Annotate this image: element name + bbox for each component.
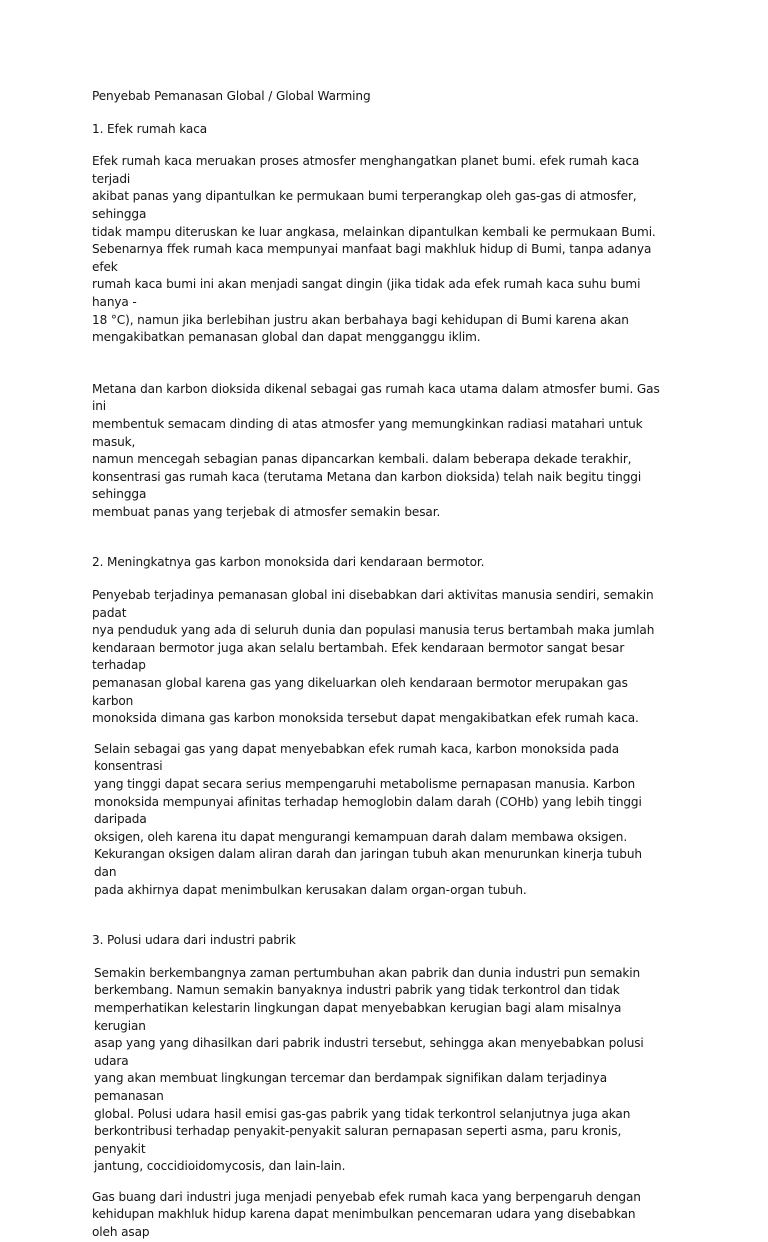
section-2-paragraph-1: Penyebab terjadinya pemanasan global ini disebabkan dari aktivitas manusia sendiri, semakin padat nya penduduk yang ada di seluruh dunia dan populasi manusia terus bertambah maka jumlah kendaraan bermotor juga akan selalu bertambah. Efek kendaraan bermotor sangat besar terhadap pemanasan global karena gas yang dikeluarkan oleh kendaraan bermotor merupakan gas karbon monoksida dimana gas karbon monoksida tersebut dapat mengakibatkan efek rumah kaca.: [92, 588, 655, 726]
section-1-heading: 1. Efek rumah kaca: [92, 121, 208, 136]
section-3-paragraph-2: Gas buang dari industri juga menjadi penyebab efek rumah kaca yang berpengaruh dengan kehidupan makhluk hidup karena dapat menimbulkan pencemaran udara yang disebabkan oleh asap: [92, 1189, 641, 1240]
section-3-paragraph-1: Semakin berkembangnya zaman pertumbuhan akan pabrik dan dunia industri pun semakin berkembang. Namun semakin banyaknya industri pabrik yang tidak terkontrol dan tidak memperhatikan kelestarin lingkungan dapat menyebabkan kerugian bagi alam misalnya kerugian asap yang yang dihasilkan dari pabrik industri tersebut, sehingga akan menyebabkan polusi udara yang akan membuat lingkungan tercemar dan berdampak signifikan dalam terjadinya pemanasan global. Polusi udara hasil emisi gas-gas pabrik yang tidak terkontrol selanjutnya juga akan berkontribusi terhadap penyakit-penyakit saluran pernapasan seperti asma, paru kronis, penyakit jantung, coccidioidomycosis, dan lain-lain.: [94, 965, 644, 1174]
section-2-paragraph-2: Selain sebagai gas yang dapat menyebabkan efek rumah kaca, karbon monoksida pada konsentrasi yang tinggi dapat secara serius mempengaruhi metabolisme pernapasan manusia. Karbon monoksida mempunyai afinitas terhadap hemoglobin dalam darah (COHb) yang lebih tinggi daripada oksigen, oleh karena itu dapat mengurangi kemampuan darah dalam membawa oksigen. Kekurangan oksigen dalam aliran darah dan jaringan tubuh akan menurunkan kinerja tubuh dan pada akhirnya dapat menimbulkan kerusakan dalam organ-organ tubuh.: [94, 741, 642, 897]
document-title: Penyebab Pemanasan Global / Global Warming: [92, 89, 371, 103]
section-1-paragraph-1: Efek rumah kaca meruakan proses atmosfer menghangatkan planet bumi. efek rumah kaca terjadi akibat panas yang dipantulkan ke permukaan bumi terperangkap oleh gas-gas di atmosfer, sehingga tidak mampu diteruskan ke luar angkasa, melainkan dipantulkan kembali ke permukaan Bumi. Sebenarnya ffek rumah kaca mempunyai manfaat bagi makhluk hidup di Bumi, tanpa adanya efek rumah kaca bumi ini akan menjadi sangat dingin (jika tidak ada efek rumah kaca suhu bumi hanya - 18 °C), namun jika berlebihan justru akan berbahaya bagi kehidupan di Bumi karena akan mengakibatkan pemanasan global dan dapat mengganggu iklim.: [92, 154, 656, 345]
document-page: [92, 88, 662, 1242]
section-3-heading: 3. Polusi udara dari industri pabrik: [92, 933, 296, 948]
section-1-paragraph-2: Metana dan karbon dioksida dikenal sebagai gas rumah kaca utama dalam atmosfer bumi. Gas ini membentuk semacam dinding di atas atmosfer yang memungkinkan radiasi matahari untuk masuk, namun mencegah sebagian panas dipancarkan kembali. dalam beberapa dekade terakhir, konsentrasi gas rumah kaca (terutama Metana dan karbon dioksida) telah naik begitu tinggi sehingga membuat panas yang terjebak di atmosfer semakin besar.: [92, 381, 660, 519]
section-2-heading: 2. Meningkatnya gas karbon monoksida dari kendaraan bermotor.: [92, 555, 485, 570]
